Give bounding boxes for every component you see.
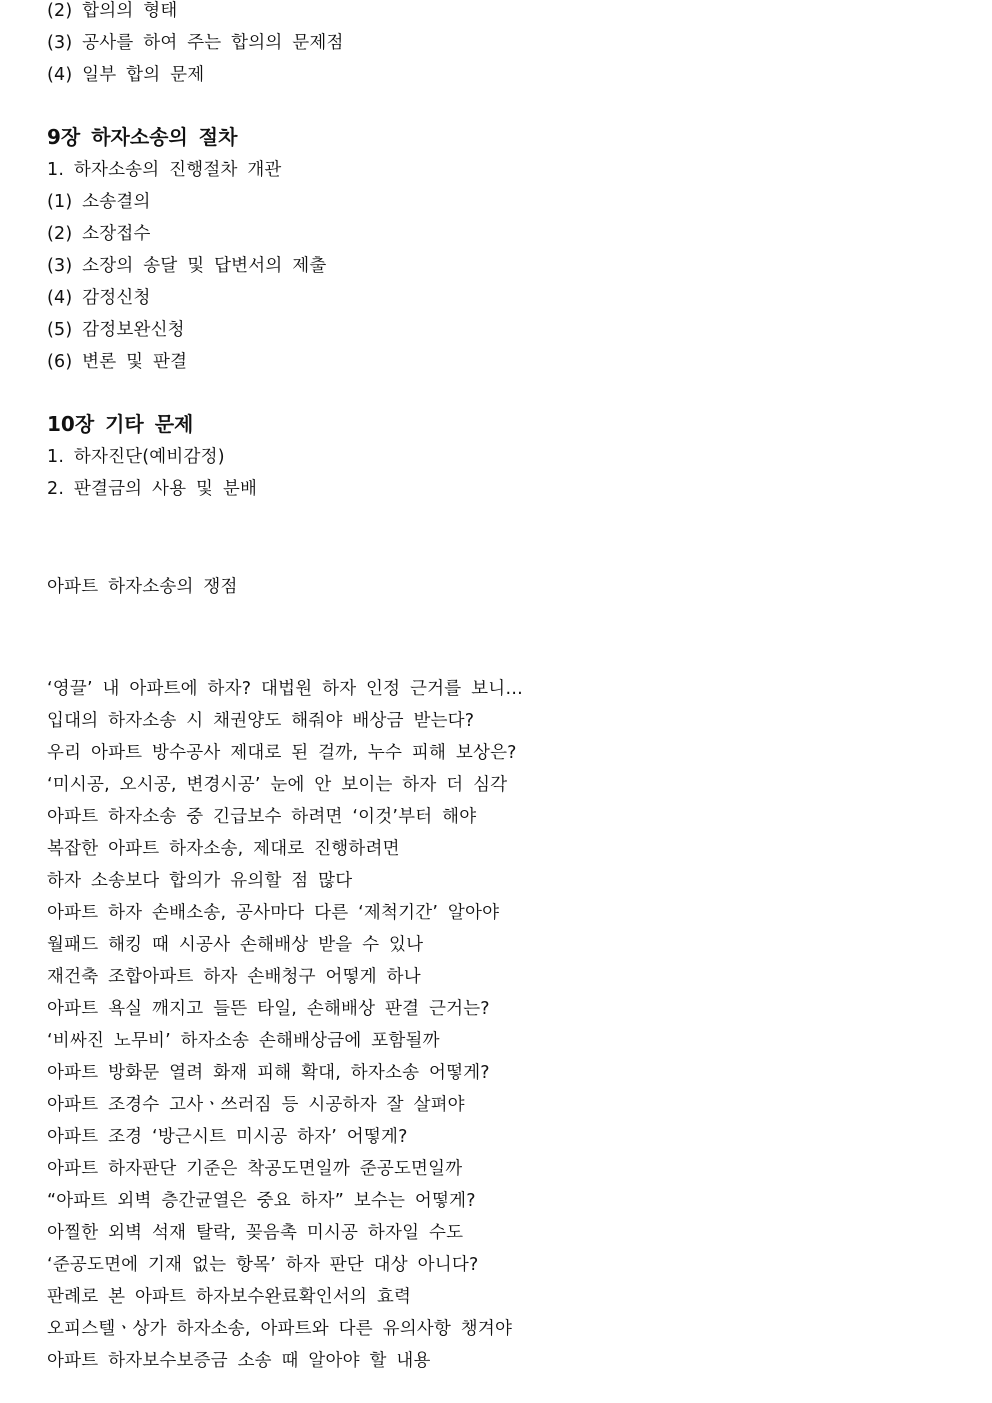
list-item: (2) 소장접수 (47, 224, 151, 244)
article-title: 월패드 해킹 때 시공사 손해배상 받을 수 있나 (47, 935, 424, 955)
article-list (47, 673, 947, 1377)
article-title: ‘미시공, 오시공, 변경시공’ 눈에 안 보이는 하자 더 심각 (47, 775, 508, 795)
article-title: 아파트 조경수 고사ㆍ쓰러짐 등 시공하자 잘 살펴야 (47, 1095, 465, 1115)
article-title: 아파트 하자 손배소송, 공사마다 다른 ‘제척기간’ 알아야 (47, 903, 500, 923)
list-item: (4) 감정신청 (47, 288, 151, 308)
article-title: 아파트 하자판단 기준은 착공도면일까 준공도면일까 (47, 1159, 463, 1179)
list-item: (5) 감정보완신청 (47, 320, 185, 340)
chapter-9-section (47, 120, 947, 378)
article-title: 오피스텔ㆍ상가 하자소송, 아파트와 다른 유의사항 챙겨야 (47, 1319, 513, 1339)
article-title: 아파트 욕실 깨지고 들뜬 타일, 손해배상 판결 근거는? (47, 999, 490, 1019)
article-title: 아찔한 외벽 석재 탈락, 꽂음촉 미시공 하자일 수도 (47, 1223, 464, 1243)
list-item: (2) 합의의 형태 (47, 1, 178, 21)
chapter-10-section (47, 407, 947, 505)
article-title: 하자 소송보다 합의가 유의할 점 많다 (47, 871, 353, 891)
list-item: (3) 공사를 하여 주는 합의의 문제점 (47, 33, 344, 53)
article-title: 복잡한 아파트 하자소송, 제대로 진행하려면 (47, 839, 400, 859)
article-title: 입대의 하자소송 시 채권양도 해줘야 배상금 받는다? (47, 711, 475, 731)
document-page (47, 0, 947, 1377)
list-item: (1) 소송결의 (47, 192, 151, 212)
list-item: (4) 일부 합의 문제 (47, 65, 205, 85)
article-title: 아파트 조경 ‘방근시트 미시공 하자’ 어떻게? (47, 1127, 408, 1147)
article-title: 아파트 방화문 열려 화재 피해 확대, 하자소송 어떻게? (47, 1063, 490, 1083)
chapter-9-heading: 9장 하자소송의 절차 (47, 125, 238, 149)
article-title: ‘영끌’ 내 아파트에 하자? 대법원 하자 인정 근거를 보니… (47, 679, 524, 699)
list-item: 1. 하자진단(예비감정) (47, 447, 225, 467)
article-title: ‘비싸진 노무비’ 하자소송 손해배상금에 포함될까 (47, 1031, 440, 1051)
agreement-sub-list (47, 0, 947, 91)
article-title: 아파트 하자보수보증금 소송 때 알아야 할 내용 (47, 1351, 431, 1371)
article-title: 우리 아파트 방수공사 제대로 된 걸까, 누수 피해 보상은? (47, 743, 517, 763)
article-title: “아파트 외벽 층간균열은 중요 하자” 보수는 어떻게? (47, 1191, 476, 1211)
list-item: 1. 하자소송의 진행절차 개관 (47, 160, 282, 180)
article-title: 판례로 본 아파트 하자보수완료확인서의 효력 (47, 1287, 412, 1307)
article-title: ‘준공도면에 기재 없는 항목’ 하자 판단 대상 아니다? (47, 1255, 479, 1275)
list-item: (3) 소장의 송달 및 답변서의 제출 (47, 256, 327, 276)
article-title: 재건축 조합아파트 하자 손배청구 어떻게 하나 (47, 967, 421, 987)
list-item: (6) 변론 및 판결 (47, 352, 188, 372)
list-item: 2. 판결금의 사용 및 분배 (47, 479, 258, 499)
article-title: 아파트 하자소송 중 긴급보수 하려면 ‘이것’부터 해야 (47, 807, 477, 827)
issues-title: 아파트 하자소송의 쟁점 (47, 577, 238, 597)
chapter-10-heading: 10장 기타 문제 (47, 412, 194, 436)
